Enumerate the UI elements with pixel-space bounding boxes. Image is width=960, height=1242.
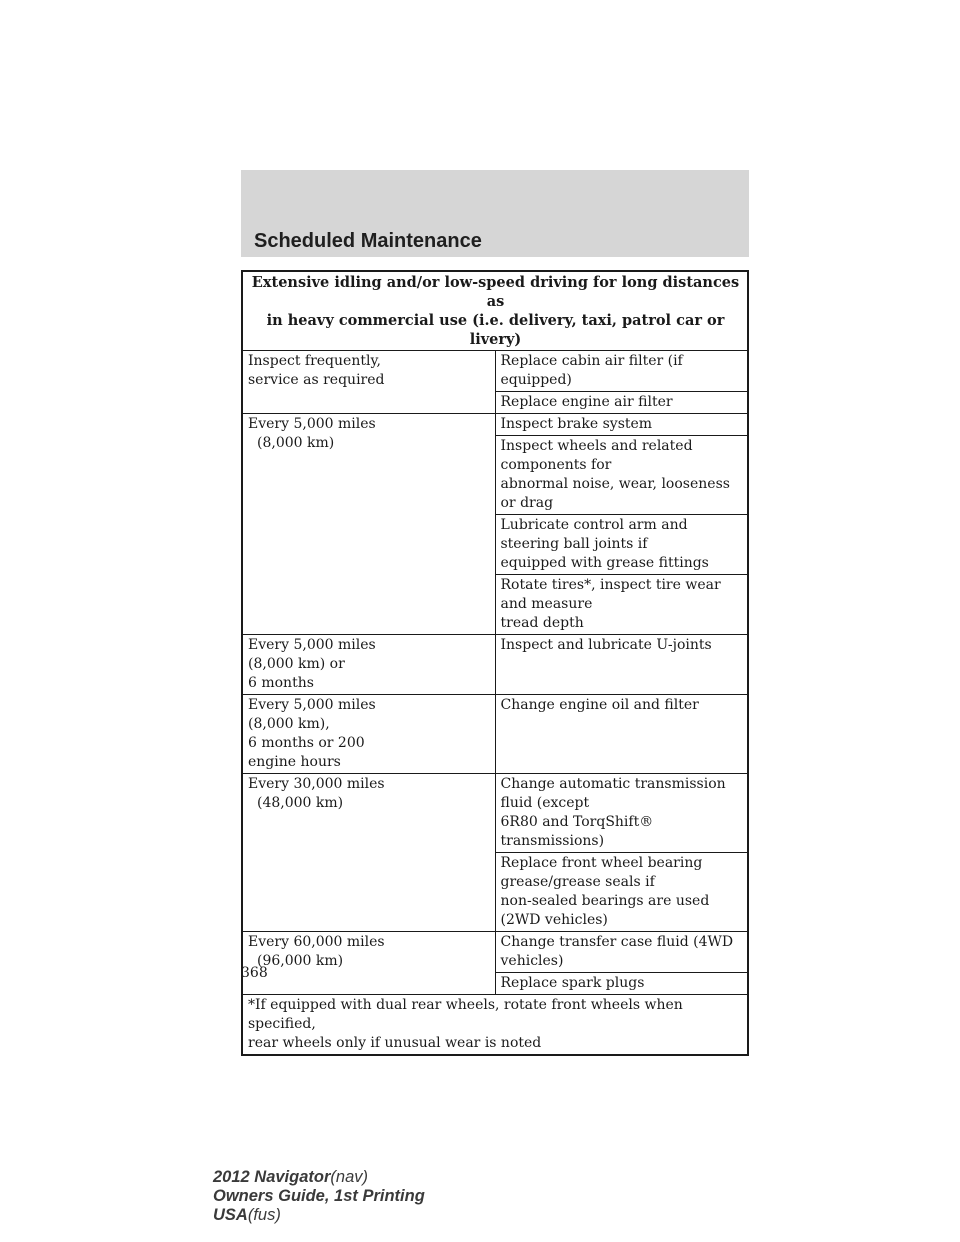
document-footer bbox=[213, 1168, 425, 1225]
task-text: Inspect wheels and related components for bbox=[500, 438, 693, 473]
interval-text: 6 months or 200 bbox=[248, 735, 365, 751]
table-footnote bbox=[242, 995, 748, 1056]
task-cell bbox=[495, 932, 748, 973]
table-heading-line: Extensive idling and/or low-speed driving for long distances as bbox=[251, 274, 740, 310]
task-cell bbox=[495, 392, 748, 414]
table-heading-row bbox=[242, 271, 748, 351]
interval-cell bbox=[242, 635, 495, 695]
section-title: Scheduled Maintenance bbox=[254, 230, 482, 252]
interval-text: (48,000 km) bbox=[257, 795, 344, 811]
table-row bbox=[242, 414, 748, 436]
maintenance-schedule-table bbox=[241, 270, 749, 1056]
table-row bbox=[242, 774, 748, 853]
interval-text: Every 60,000 miles bbox=[248, 934, 385, 950]
footer-line bbox=[213, 1168, 425, 1187]
table-heading bbox=[242, 271, 748, 351]
interval-cell bbox=[242, 351, 495, 414]
task-text: Rotate tires*, inspect tire wear and measure bbox=[500, 577, 721, 612]
footer-line bbox=[213, 1206, 425, 1225]
task-text: abnormal noise, wear, looseness or drag bbox=[500, 476, 730, 511]
task-text: Inspect brake system bbox=[500, 416, 653, 432]
task-text: Inspect and lubricate U-joints bbox=[500, 637, 712, 653]
task-cell bbox=[495, 853, 748, 932]
interval-cell bbox=[242, 774, 495, 932]
task-text: Change automatic transmission fluid (except bbox=[500, 776, 726, 811]
task-cell bbox=[495, 774, 748, 853]
table-row bbox=[242, 351, 748, 392]
interval-text: Every 5,000 miles bbox=[248, 416, 376, 432]
table-footnote-row bbox=[242, 995, 748, 1056]
interval-text: engine hours bbox=[248, 754, 341, 770]
table-row bbox=[242, 932, 748, 973]
interval-cell bbox=[242, 695, 495, 774]
task-text: 6R80 and TorqShift® transmissions) bbox=[500, 814, 654, 849]
interval-cell bbox=[242, 932, 495, 995]
interval-text: (8,000 km) bbox=[257, 435, 335, 451]
task-text: Replace front wheel bearing grease/grease seals if bbox=[500, 855, 703, 890]
footer-line bbox=[213, 1187, 425, 1206]
interval-text: Inspect frequently, bbox=[248, 353, 381, 369]
footnote-text: *If equipped with dual rear wheels, rotate front wheels when specified, bbox=[248, 997, 683, 1032]
page-number: 368 bbox=[241, 965, 268, 981]
interval-cell bbox=[242, 414, 495, 635]
footer-market-code: (fus) bbox=[247, 1206, 281, 1224]
interval-text: (8,000 km) or bbox=[248, 656, 345, 672]
task-text: Lubricate control arm and steering ball joints if bbox=[500, 517, 688, 552]
interval-text: Every 5,000 miles bbox=[248, 697, 376, 713]
interval-text: (8,000 km), bbox=[248, 716, 330, 732]
task-cell bbox=[495, 695, 748, 774]
footer-model: 2012 Navigator bbox=[213, 1168, 331, 1186]
table-row bbox=[242, 695, 748, 774]
task-text: Change transfer case fluid (4WD vehicles) bbox=[500, 934, 734, 969]
footer-model-code: (nav) bbox=[330, 1168, 368, 1186]
footer-printing: Owners Guide, 1st Printing bbox=[213, 1187, 425, 1205]
task-text: Replace engine air filter bbox=[500, 394, 673, 410]
task-cell bbox=[495, 635, 748, 695]
interval-text: Every 30,000 miles bbox=[248, 776, 385, 792]
footnote-text: rear wheels only if unusual wear is noted bbox=[248, 1035, 542, 1051]
task-cell bbox=[495, 351, 748, 392]
task-text: Replace cabin air filter (if equipped) bbox=[500, 353, 683, 388]
table-heading-line: in heavy commercial use (i.e. delivery, taxi, patrol car or livery) bbox=[266, 312, 725, 348]
section-header-band bbox=[241, 170, 749, 257]
interval-text: service as required bbox=[248, 372, 385, 388]
task-text: Change engine oil and filter bbox=[500, 697, 699, 713]
footer-market: USA bbox=[213, 1206, 248, 1224]
interval-text: 6 months bbox=[248, 675, 314, 691]
task-cell bbox=[495, 973, 748, 995]
task-cell bbox=[495, 575, 748, 635]
table-row bbox=[242, 635, 748, 695]
task-cell bbox=[495, 515, 748, 575]
task-text: non-sealed bearings are used (2WD vehicles) bbox=[500, 893, 710, 928]
task-text: tread depth bbox=[500, 615, 584, 631]
interval-text: Every 5,000 miles bbox=[248, 637, 376, 653]
task-cell bbox=[495, 436, 748, 515]
task-text: equipped with grease fittings bbox=[500, 555, 709, 571]
interval-text: (96,000 km) bbox=[257, 953, 344, 969]
task-text: Replace spark plugs bbox=[500, 975, 645, 991]
task-cell bbox=[495, 414, 748, 436]
